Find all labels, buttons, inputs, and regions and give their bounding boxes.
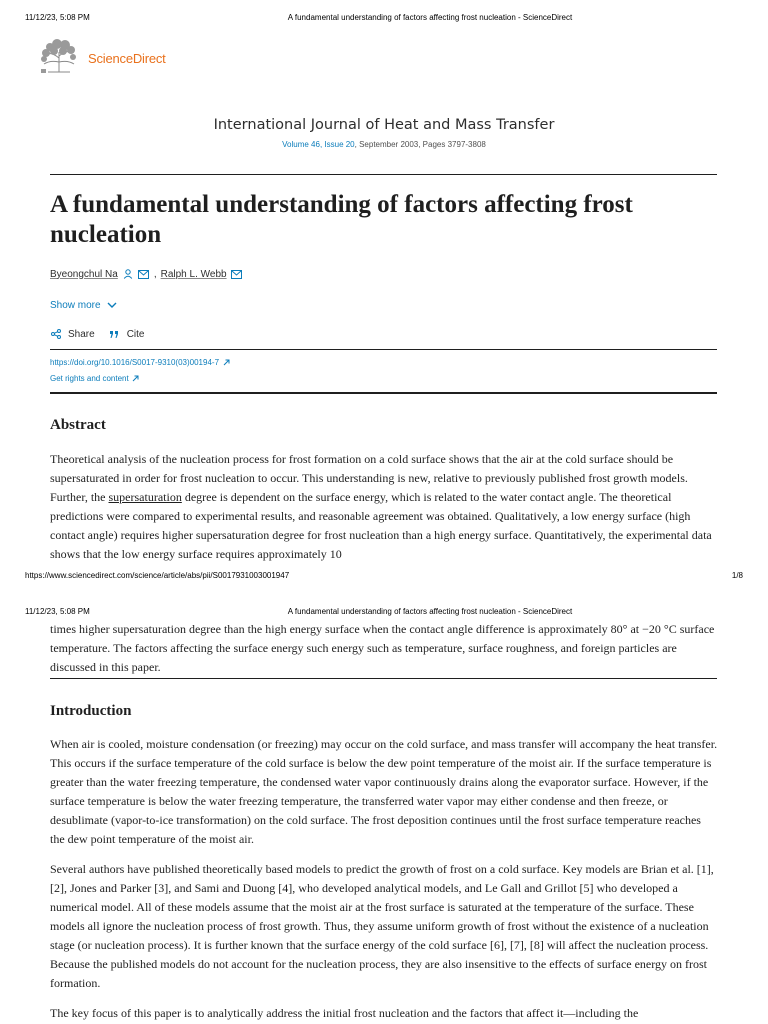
quote-icon: [109, 328, 121, 340]
introduction-paragraph: Several authors have published theoretically based models to predict the growth of frost on a cold surface. Key models are Brian et al. [1], [2], Jones and Parker [3], and Sami and Duong [4], who developed analytical models, and Le Gall and Grillot [5] who developed a numerical model. All of these models assume that the moist air at the frost surface is saturated at the temperature of the surface. These models all ignore the nucleation process of frost growth. Thus, they assume uniform growth of frost without the existence of a nucleation stage (or nucleation process). It is further known that the surface energy of the cold surface [6], [7], [8] will affect the nucleation process. Because the published models do not account for the nucleation process, they are also insensitive to the effects of surface energy on frost formation.: [50, 862, 714, 990]
introduction-paragraph: When air is cooled, moisture condensation (or freezing) may occur on the cold surface, and mass transfer will accompany the heat transfer. This occurs if the surface temperature of the cold surface is below the dew point temperature of the moist air. If the surface temperature is greater than the water freezing temperature, the condensed water vapor continuously drains along the evaporator surface. However, if the surface temperature is below the water freezing temperature, the transferred water vapor may either condense and then freeze, or desublimate (vapor-to-ice transformation) on the cold surface. The frost deposition continues until the frost surface temperature reaches the dew point temperature of the moist air.: [50, 737, 718, 846]
external-link-icon: [132, 375, 140, 383]
divider: [50, 392, 717, 394]
doi-link[interactable]: [50, 358, 230, 367]
print-url: https://www.sciencedirect.com/science/article/abs/pii/S0017931003001947: [25, 571, 290, 580]
journal-title[interactable]: International Journal of Heat and Mass Transfer: [213, 117, 555, 133]
print-footer: [0, 571, 768, 585]
share-button[interactable]: [50, 328, 95, 340]
abstract-paragraph: Theoretical analysis of the nucleation process for frost formation on a cold surface shows that the air at the cold surface should be supersaturated in order for frost nucleation to occur. This understanding is new, relative to previously published frost growth models. Further, the supersaturation degree is dependent on the surface energy, which is related to the water contact angle. The theoretical predictions were compared to experimental results, and reasonable agreement was obtained. Qualitatively, a low energy surface (high contact angle) requires higher supersaturation degree for frost nucleation than a high energy surface. Quantitatively, the experimental data shows that the low energy surface requires approximately 10: [50, 452, 712, 561]
print-timestamp: 11/12/23, 5:08 PM: [25, 607, 90, 616]
journal-volume-line: [0, 140, 768, 149]
article-title: A fundamental understanding of factors affecting frost nucleation: [50, 191, 633, 248]
doi-text: https://doi.org/10.1016/S0017-9310(03)00194-7: [50, 358, 220, 367]
share-label: Share: [68, 328, 95, 340]
abstract-heading: Abstract: [50, 417, 106, 433]
abstract-paragraph-continued: times higher supersaturation degree than the high energy surface when the contact angle difference is approximately 80° at −20 °C surface temperature. The factors affecting the surface energy such energy such as temperature, surface roughness, and foreign particles are discussed in this paper.: [50, 622, 715, 674]
print-timestamp: 11/12/23, 5:08 PM: [25, 13, 90, 22]
show-more-label: Show more: [50, 299, 101, 311]
print-header: [0, 607, 768, 621]
divider: [50, 678, 717, 679]
envelope-icon[interactable]: [138, 268, 150, 280]
author-list: [50, 268, 243, 280]
rights-link[interactable]: [50, 374, 140, 383]
share-icon: [50, 328, 62, 340]
print-doc-title: A fundamental understanding of factors affecting frost nucleation - ScienceDirect: [287, 13, 573, 22]
show-more-button[interactable]: [50, 299, 118, 311]
external-link-icon: [222, 359, 230, 367]
print-header: [0, 13, 768, 27]
author-separator: ,: [153, 268, 157, 280]
chevron-down-icon: [106, 299, 118, 311]
article-actions: [50, 328, 158, 340]
cite-label: Cite: [126, 328, 145, 340]
cite-button[interactable]: [109, 328, 145, 340]
print-page-number: 1/8: [731, 571, 743, 580]
brand-name: ScienceDirect: [88, 51, 166, 66]
introduction-paragraph: The key focus of this paper is to analytically address the initial frost nucleation and the factors that affect it—including the: [50, 1006, 639, 1020]
divider: [50, 349, 717, 350]
author-link[interactable]: Ralph L. Webb: [160, 268, 227, 280]
sciencedirect-logo[interactable]: [38, 38, 178, 74]
person-icon[interactable]: [122, 268, 134, 280]
rights-text: Get rights and content: [50, 374, 129, 383]
volume-issue-link[interactable]: Volume 46, Issue 20: [282, 140, 355, 149]
divider: [50, 174, 717, 175]
author-link[interactable]: Byeongchul Na: [50, 268, 118, 280]
supersaturation-link[interactable]: supersaturation: [108, 490, 182, 504]
envelope-icon[interactable]: [231, 268, 243, 280]
print-doc-title: A fundamental understanding of factors affecting frost nucleation - ScienceDirect: [287, 607, 573, 616]
elsevier-tree-icon: [38, 38, 80, 74]
volume-details: , September 2003, Pages 3797-3808: [354, 140, 486, 149]
introduction-heading: Introduction: [50, 703, 132, 719]
